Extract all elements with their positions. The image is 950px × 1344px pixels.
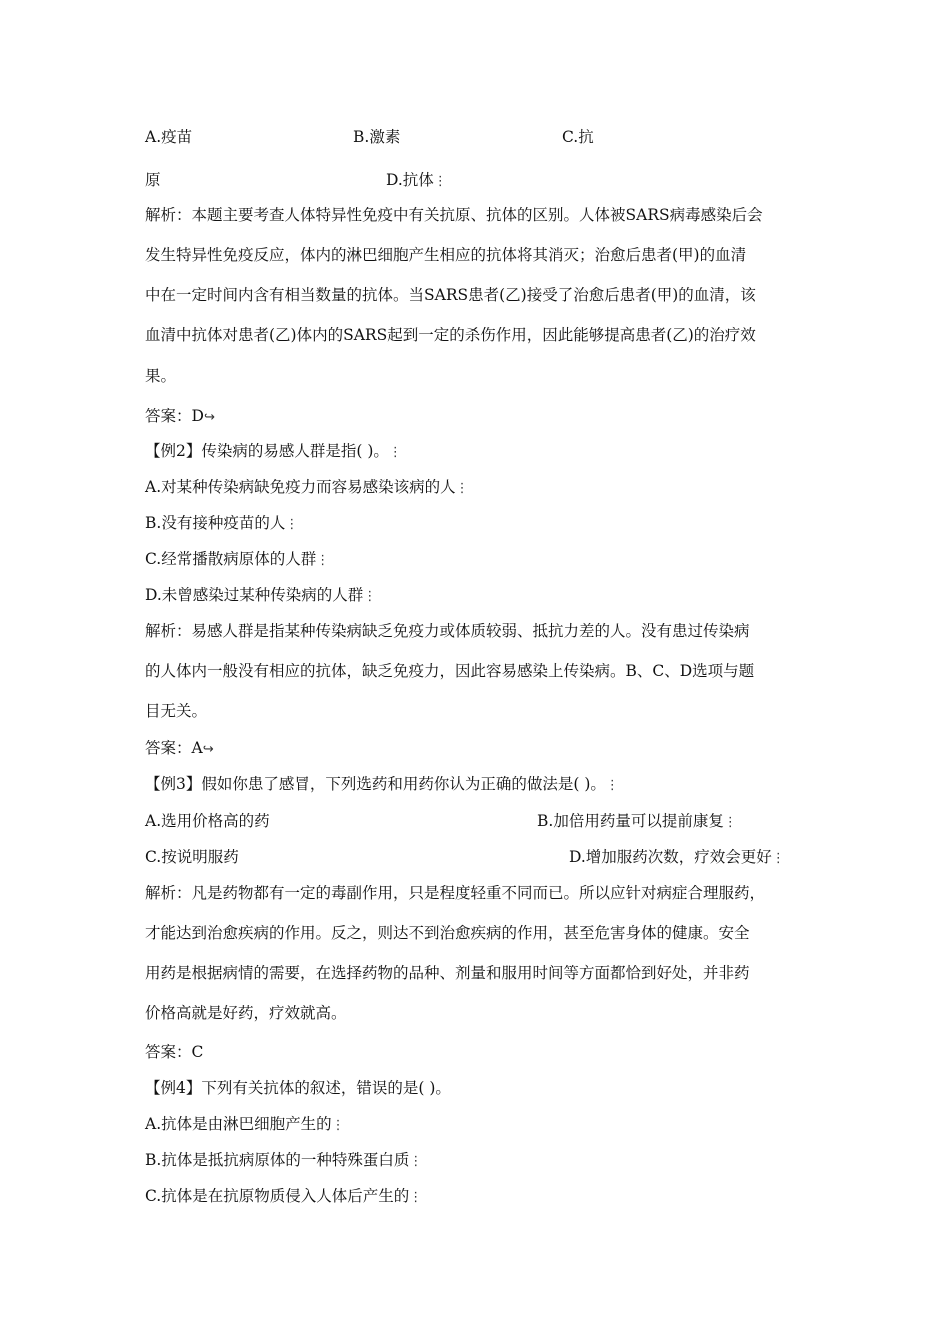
q2-option: D.未曾感染过某种传染病的人群⋮	[145, 586, 377, 604]
paragraph-mark-icon: ⋮	[331, 1118, 345, 1133]
paragraph-mark-icon: ⋮	[316, 553, 330, 568]
q1-analysis-line: 发生特异性免疫反应，体内的淋巴细胞产生相应的抗体将其消灭；治愈后患者(甲)的血清	[145, 246, 747, 264]
q1-answer: 答案：D↪	[145, 407, 215, 425]
q3-option-d: D.增加服药次数，疗效会更好⋮	[569, 848, 785, 866]
q2-option: B.没有接种疫苗的人⋮	[145, 514, 299, 532]
q3-analysis-line: 价格高就是好药，疗效就高。	[145, 1004, 347, 1022]
q3-title: 【例3】假如你患了感冒，下列选药和用药你认为正确的做法是( )。⋮	[145, 775, 619, 793]
paragraph-mark-icon: ⋮	[455, 481, 469, 496]
q2-option: C.经常播散病原体的人群⋮	[145, 550, 330, 568]
q1-analysis-line: 果。	[145, 367, 177, 385]
hook-arrow-icon: ↪	[202, 742, 214, 757]
paragraph-mark-icon: ⋮	[388, 445, 402, 460]
q3-option-a: A.选用价格高的药	[145, 812, 270, 830]
q1-option-a: A.疫苗	[145, 128, 193, 146]
q3-analysis-line: 才能达到治愈疾病的作用。反之，则达不到治愈疾病的作用，甚至危害身体的健康。安全	[145, 924, 750, 942]
q3-option-b: B.加倍用药量可以提前康复⋮	[537, 812, 737, 830]
q2-title: 【例2】传染病的易感人群是指( )。⋮	[145, 442, 402, 460]
q1-option-c: C.抗	[562, 128, 594, 146]
q3-analysis-line: 解析：凡是药物都有一定的毒副作用，只是程度轻重不同而已。所以应针对病症合理服药，	[145, 884, 766, 902]
q4-option: C.抗体是在抗原物质侵入人体后产生的⋮	[145, 1187, 423, 1205]
paragraph-mark-icon: ⋮	[723, 815, 737, 830]
q4-option: B.抗体是抵抗病原体的一种特殊蛋白质⋮	[145, 1151, 423, 1169]
q1-option-b: B.激素	[353, 128, 401, 146]
q1-analysis-line: 解析：本题主要考查人体特异性免疫中有关抗原、抗体的区别。人体被SARS病毒感染后会	[145, 206, 763, 224]
q4-title: 【例4】下列有关抗体的叙述，错误的是( )。	[145, 1079, 451, 1097]
q2-answer: 答案：A↪	[145, 739, 214, 757]
q1-option-d: D.抗体⋮	[386, 171, 447, 189]
q2-analysis-line: 目无关。	[145, 702, 208, 720]
paragraph-mark-icon: ⋮	[771, 851, 785, 866]
q1-analysis-line: 血清中抗体对患者(乙)体内的SARS起到一定的杀伤作用，因此能够提高患者(乙)的治疗效	[145, 326, 756, 344]
q2-option: A.对某种传染病缺免疫力而容易感染该病的人⋮	[145, 478, 469, 496]
q4-option: A.抗体是由淋巴细胞产生的⋮	[145, 1115, 345, 1133]
paragraph-mark-icon: ⋮	[605, 778, 619, 793]
hook-arrow-icon: ↪	[203, 410, 215, 425]
paragraph-mark-icon: ⋮	[409, 1154, 423, 1169]
q2-analysis-line: 解析：易感人群是指某种传染病缺乏免疫力或体质较弱、抵抗力差的人。没有患过传染病	[145, 622, 750, 640]
q1-option-c-cont: 原	[145, 171, 161, 189]
q3-analysis-line: 用药是根据病情的需要，在选择药物的品种、剂量和服用时间等方面都恰到好处，并非药	[145, 964, 750, 982]
paragraph-mark-icon: ⋮	[409, 1190, 423, 1205]
paragraph-mark-icon: ⋮	[363, 589, 377, 604]
paragraph-mark-icon: ⋮	[285, 517, 299, 532]
paragraph-mark-icon: ⋮	[433, 174, 447, 189]
q1-analysis-line: 中在一定时间内含有相当数量的抗体。当SARS患者(乙)接受了治愈后患者(甲)的血清，该	[145, 286, 756, 304]
q2-analysis-line: 的人体内一般没有相应的抗体，缺乏免疫力，因此容易感染上传染病。B、C、D选项与题	[145, 662, 755, 680]
q3-option-c: C.按说明服药	[145, 848, 239, 866]
q3-answer: 答案：C	[145, 1043, 204, 1061]
